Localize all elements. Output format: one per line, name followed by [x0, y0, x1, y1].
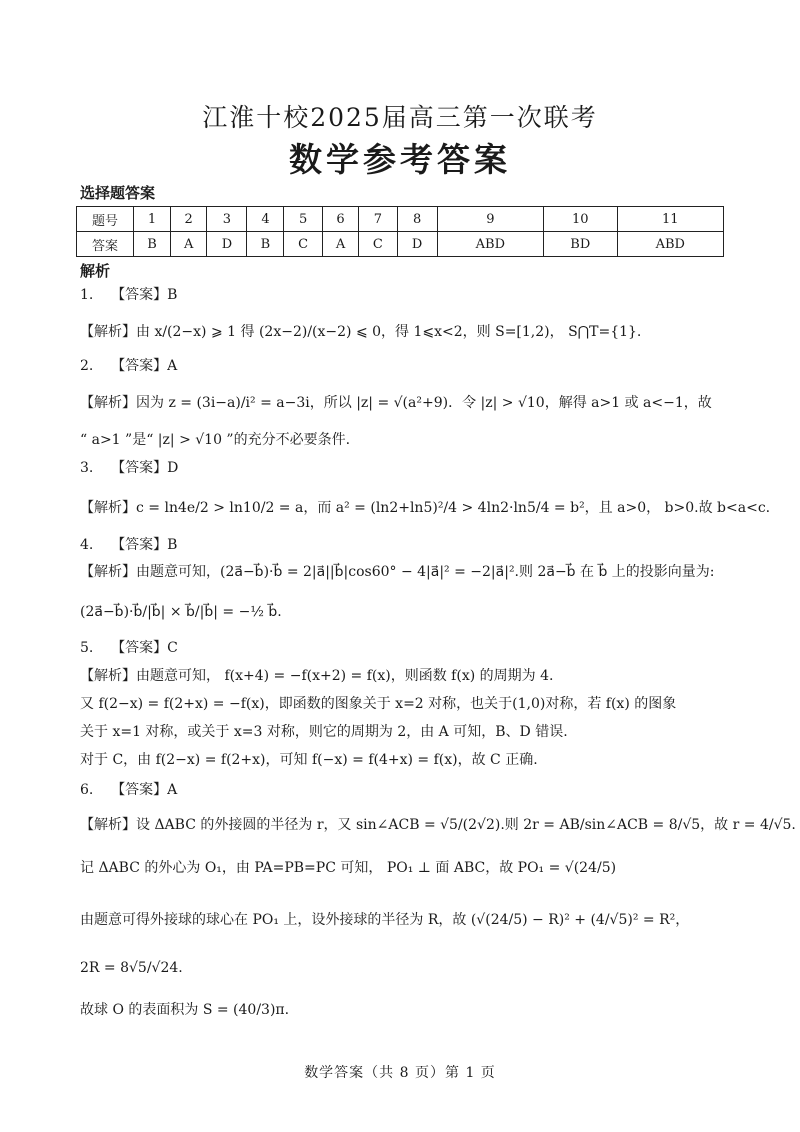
- table-cell: B: [247, 232, 284, 257]
- item-number: 4.: [80, 537, 94, 553]
- table-cell: 5: [284, 207, 322, 232]
- item-6-line: 【解析】设 ΔABC 的外接圆的半径为 r，又 sin∠ACB = √5/(2√2).则 2r = AB/sin∠ACB = 8/√5，故 r = 4/√5.: [80, 817, 796, 833]
- item-number: 5.: [80, 640, 94, 656]
- analysis-label: 解析: [80, 262, 111, 280]
- table-cell: A: [171, 232, 207, 257]
- table-cell: ABD: [437, 232, 543, 257]
- table-cell: 3: [207, 207, 247, 232]
- table-cell: ABD: [617, 232, 723, 257]
- answer-row: [77, 232, 724, 257]
- table-cell: 8: [397, 207, 437, 232]
- table-cell: 1: [134, 207, 171, 232]
- item-2-line: “ a>1 ”是“ |z| > √10 ”的充分不必要条件.: [80, 432, 351, 448]
- item-answer: 【答案】A: [111, 782, 178, 798]
- item-6-line: 故球 O 的表面积为 S = (40/3)π.: [80, 1002, 290, 1018]
- item-1-header: [80, 285, 177, 305]
- table-cell: A: [322, 232, 358, 257]
- table-cell: 10: [544, 207, 618, 232]
- item-number: 6.: [80, 782, 94, 798]
- item-6-line: 记 ΔABC 的外心为 O₁，由 PA=PB=PC 可知， PO₁ ⊥ 面 ABC，故 PO₁ = √(24/5): [80, 860, 617, 876]
- item-6-line: 由题意可得外接球的球心在 PO₁ 上，设外接球的半径为 R，故 (√(24/5) − R)² + (4/√5)² = R²，: [80, 912, 690, 928]
- table-cell: 4: [247, 207, 284, 232]
- item-6-line: 2R = 8√5/√24.: [80, 960, 183, 976]
- item-5-line: 关于 x=1 对称，或关于 x=3 对称，则它的周期为 2，由 A 可知，B、D 错误.: [80, 724, 568, 740]
- table-cell: 6: [322, 207, 358, 232]
- item-5-line: 对于 C，由 f(2−x) = f(2+x)，可知 f(−x) = f(4+x) = f(x)，故 C 正确.: [80, 752, 538, 768]
- item-3-header: [80, 458, 178, 478]
- table-cell: C: [359, 232, 397, 257]
- item-2-line: 【解析】因为 z = (3i−a)/i² = a−3i，所以 |z| = √(a²+9)．令 |z| > √10，解得 a>1 或 a<−1，故: [80, 395, 712, 411]
- item-4-header: [80, 535, 177, 555]
- item-5-line: 【解析】由题意可知， f(x+4) = −f(x+2) = f(x)，则函数 f(x) 的周期为 4.: [80, 668, 554, 684]
- item-answer: 【答案】B: [111, 537, 178, 553]
- item-5-header: [80, 638, 178, 658]
- item-number: 3.: [80, 460, 94, 476]
- item-answer: 【答案】B: [111, 287, 178, 303]
- table-cell: BD: [544, 232, 618, 257]
- table-cell: 11: [617, 207, 723, 232]
- item-1-line: 【解析】由 x/(2−x) ⩾ 1 得 (2x−2)/(x−2) ⩽ 0，得 1⩽x<2，则 S=[1,2)， S⋂T={1}.: [80, 324, 642, 340]
- table-cell: 7: [359, 207, 397, 232]
- choice-section-label: 选择题答案: [80, 184, 156, 202]
- item-2-header: [80, 356, 177, 376]
- question-number-row: [77, 207, 724, 232]
- item-4-line: (2a⃗−b⃗)·b⃗/|b⃗| × b⃗/|b⃗| = −½ b⃗.: [80, 604, 282, 620]
- page-title: 数学参考答案: [289, 140, 511, 179]
- item-6-header: [80, 780, 177, 800]
- item-number: 2.: [80, 358, 94, 374]
- exam-subtitle: 江淮十校2025届高三第一次联考: [202, 103, 598, 132]
- table-cell: D: [207, 232, 247, 257]
- item-answer: 【答案】D: [111, 460, 179, 476]
- item-4-line: 【解析】由题意可知，(2a⃗−b⃗)·b⃗ = 2|a⃗||b⃗|cos60° − 4|a⃗|² = −2|a⃗|².则 2a⃗−b⃗ 在 b⃗ 上的投影向量为:: [80, 564, 715, 580]
- answer-table: [76, 206, 724, 257]
- table-cell: 2: [171, 207, 207, 232]
- table-cell: B: [134, 232, 171, 257]
- table-cell: 9: [437, 207, 543, 232]
- item-number: 1.: [80, 287, 94, 303]
- table-cell: C: [284, 232, 322, 257]
- page-footer: 数学答案（共 8 页）第 1 页: [304, 1065, 496, 1081]
- table-cell: D: [397, 232, 437, 257]
- row-label: 题号: [77, 207, 134, 232]
- item-answer: 【答案】A: [111, 358, 178, 374]
- item-3-line: 【解析】c = ln4e/2 > ln10/2 = a，而 a² = (ln2+ln5)²/4 > 4ln2·ln5/4 = b²，且 a>0， b>0.故 b<a<c.: [80, 500, 771, 516]
- item-5-line: 又 f(2−x) = f(2+x) = −f(x)，即函数的图象关于 x=2 对称，也关于(1,0)对称，若 f(x) 的图象: [80, 696, 677, 712]
- row-label: 答案: [77, 232, 134, 257]
- item-answer: 【答案】C: [111, 640, 178, 656]
